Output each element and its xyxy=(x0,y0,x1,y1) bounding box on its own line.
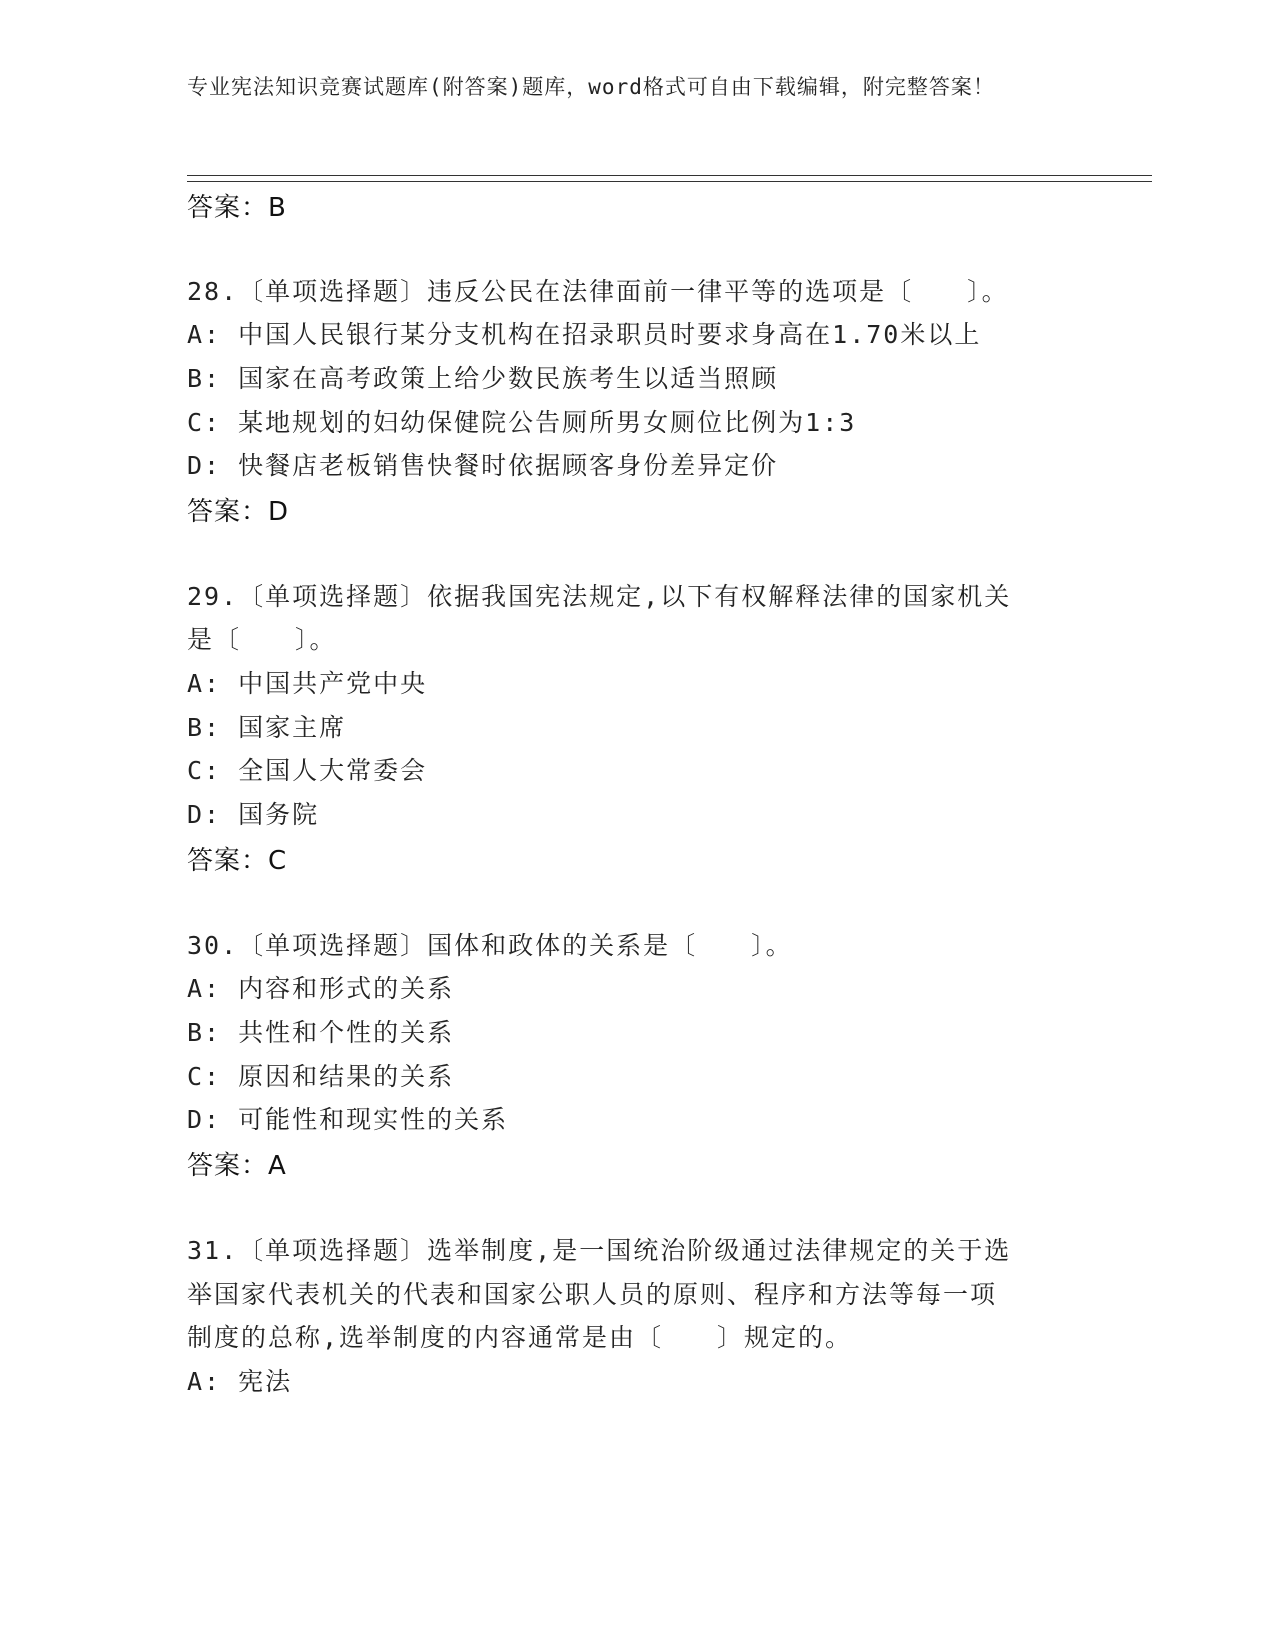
question-30-answer: 答案：A xyxy=(187,1151,287,1181)
question-29-answer: 答案：C xyxy=(187,846,288,876)
question-30-option-b: B: 共性和个性的关系 xyxy=(187,1018,455,1047)
question-28-option-c: C: 某地规划的妇幼保健院公告厕所男女厕位比例为1:3 xyxy=(187,408,857,437)
question-30-option-a: A: 内容和形式的关系 xyxy=(187,974,455,1003)
question-29-option-b: B: 国家主席 xyxy=(187,713,347,742)
header-divider-bottom xyxy=(187,181,1152,182)
question-28-option-d: D: 快餐店老板销售快餐时依据顾客身份差异定价 xyxy=(187,451,779,480)
question-31-stem-line-1: 31.〔单项选择题〕选举制度,是一国统治阶级通过法律规定的关于选 xyxy=(187,1236,1012,1265)
question-30-option-d: D: 可能性和现实性的关系 xyxy=(187,1105,509,1134)
question-31-option-a: A: 宪法 xyxy=(187,1367,293,1396)
question-29-option-d: D: 国务院 xyxy=(187,800,320,829)
question-29-option-c: C: 全国人大常委会 xyxy=(187,756,428,785)
question-30-stem: 30.〔单项选择题〕国体和政体的关系是〔 〕。 xyxy=(187,931,793,960)
question-29-stem-line-1: 29.〔单项选择题〕依据我国宪法规定,以下有权解释法律的国家机关 xyxy=(187,582,1012,611)
question-28-option-b: B: 国家在高考政策上给少数民族考生以适当照顾 xyxy=(187,364,779,393)
header-divider-top xyxy=(187,175,1152,176)
document-header-title: 专业宪法知识竞赛试题库(附答案)题库，word格式可自由下载编辑，附完整答案！ xyxy=(187,75,995,99)
question-28-option-a: A: 中国人民银行某分支机构在招录职员时要求身高在1.70米以上 xyxy=(187,320,982,349)
question-28-answer: 答案：D xyxy=(187,497,290,527)
question-29-option-a: A: 中国共产党中央 xyxy=(187,669,428,698)
question-30-option-c: C: 原因和结果的关系 xyxy=(187,1062,455,1091)
question-31-stem-line-3: 制度的总称,选举制度的内容通常是由〔 〕规定的。 xyxy=(187,1323,853,1352)
question-28-stem: 28.〔单项选择题〕违反公民在法律面前一律平等的选项是〔 〕。 xyxy=(187,277,1009,306)
question-29-stem-line-2: 是〔 〕。 xyxy=(187,625,337,654)
previous-answer: 答案：B xyxy=(187,193,287,223)
question-31-stem-line-2: 举国家代表机关的代表和国家公职人员的原则、程序和方法等每一项 xyxy=(187,1280,998,1309)
